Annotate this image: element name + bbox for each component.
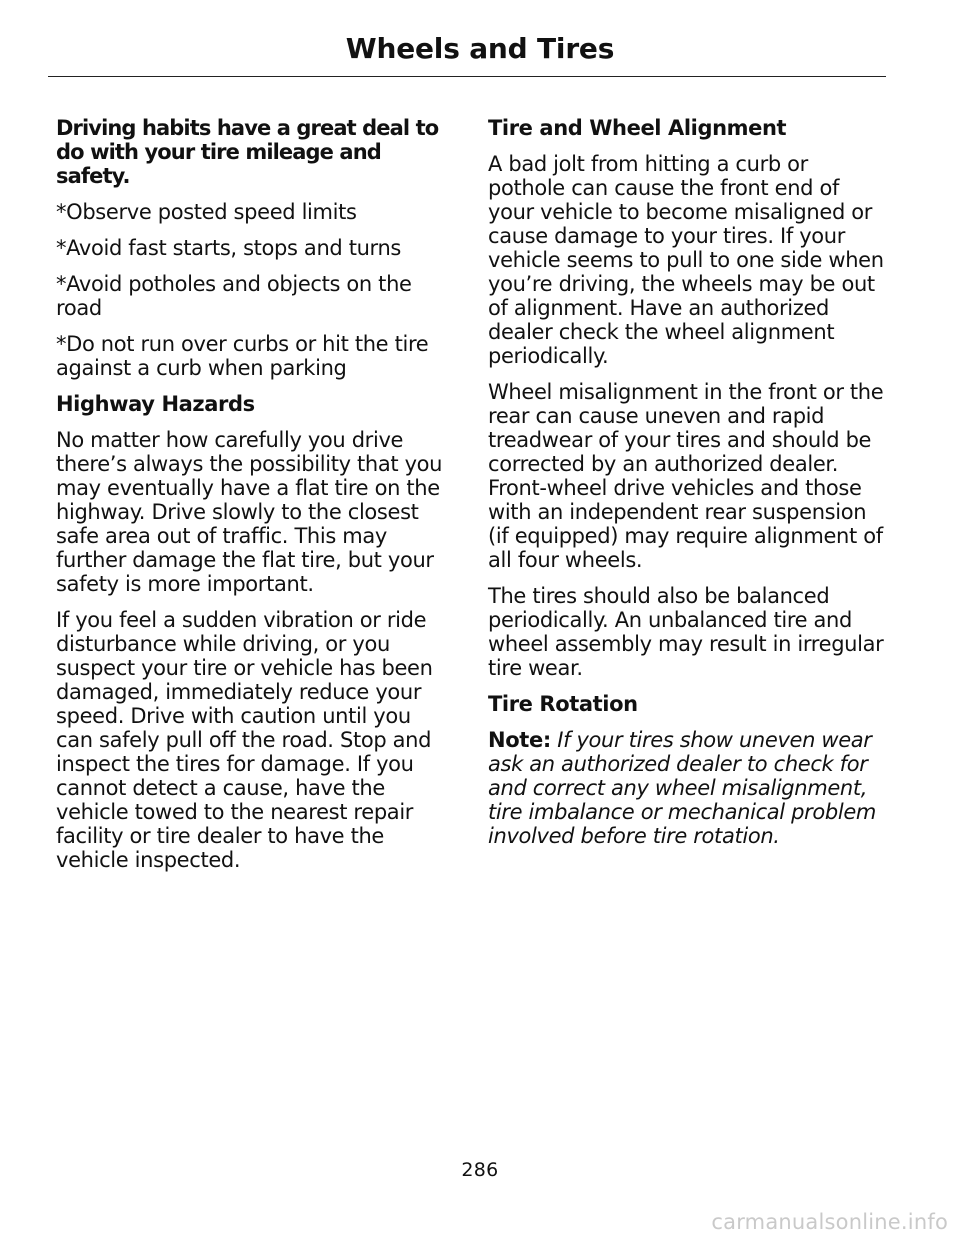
alignment-paragraph: Wheel misalignment in the front or the rear can cause uneven and rapid treadwear of your tires and should be corrected by an authorized dealer. Front-wheel drive vehicles and those with an independent rear suspension (if equipped) may require alignment of all four wheels. (488, 380, 884, 572)
intro-lead-text: Driving habits have a great deal to do with your tire mileage and safety. (56, 116, 439, 188)
page-number: 286 (461, 1159, 499, 1181)
tip-item: *Avoid potholes and objects on the road (56, 272, 412, 320)
note-label: Note: (488, 728, 551, 752)
tip-item: *Do not run over curbs or hit the tire against a curb when parking (56, 332, 429, 380)
alignment-heading: Tire and Wheel Alignment (488, 116, 787, 140)
header-divider (48, 76, 886, 77)
right-column (488, 116, 884, 860)
tire-rotation-heading: Tire Rotation (488, 692, 638, 716)
alignment-paragraph: A bad jolt from hitting a curb or pothole can cause the front end of your vehicle to become misaligned or cause damage to your tires. If your vehicle seems to pull to one side when you’re driving, the wheels may be out of alignment. Have an authorized dealer check the wheel alignment periodically. (488, 152, 884, 368)
tip-item: *Observe posted speed limits (56, 200, 357, 224)
note-text: If your tires show uneven wear ask an authorized dealer to check for and correct any wheel misalignment, tire imbalance or mechanical problem involved before tire rotation. (488, 728, 877, 848)
page-title: Wheels and Tires (345, 32, 615, 65)
highway-hazards-heading: Highway Hazards (56, 392, 255, 416)
rotation-note (488, 728, 884, 848)
tip-item: *Avoid fast starts, stops and turns (56, 236, 402, 260)
highway-paragraph: No matter how carefully you drive there’s always the possibility that you may eventually have a flat tire on the highway. Drive slowly to the closest safe area out of traffic. This may further damage the flat tire, but your safety is more important. (56, 428, 443, 596)
highway-paragraph: If you feel a sudden vibration or ride disturbance while driving, or you suspect your tire or vehicle has been damaged, immediately reduce your speed. Drive with caution until you can safely pull off the road. Stop and inspect the tires for damage. If you cannot detect a cause, have the vehicle towed to the nearest repair facility or tire dealer to have the vehicle inspected. (56, 608, 433, 872)
left-column (56, 116, 452, 884)
watermark: carmanualsonline.info (711, 1210, 948, 1234)
alignment-paragraph: The tires should also be balanced periodically. An unbalanced tire and wheel assembly may result in irregular tire wear. (488, 584, 884, 680)
